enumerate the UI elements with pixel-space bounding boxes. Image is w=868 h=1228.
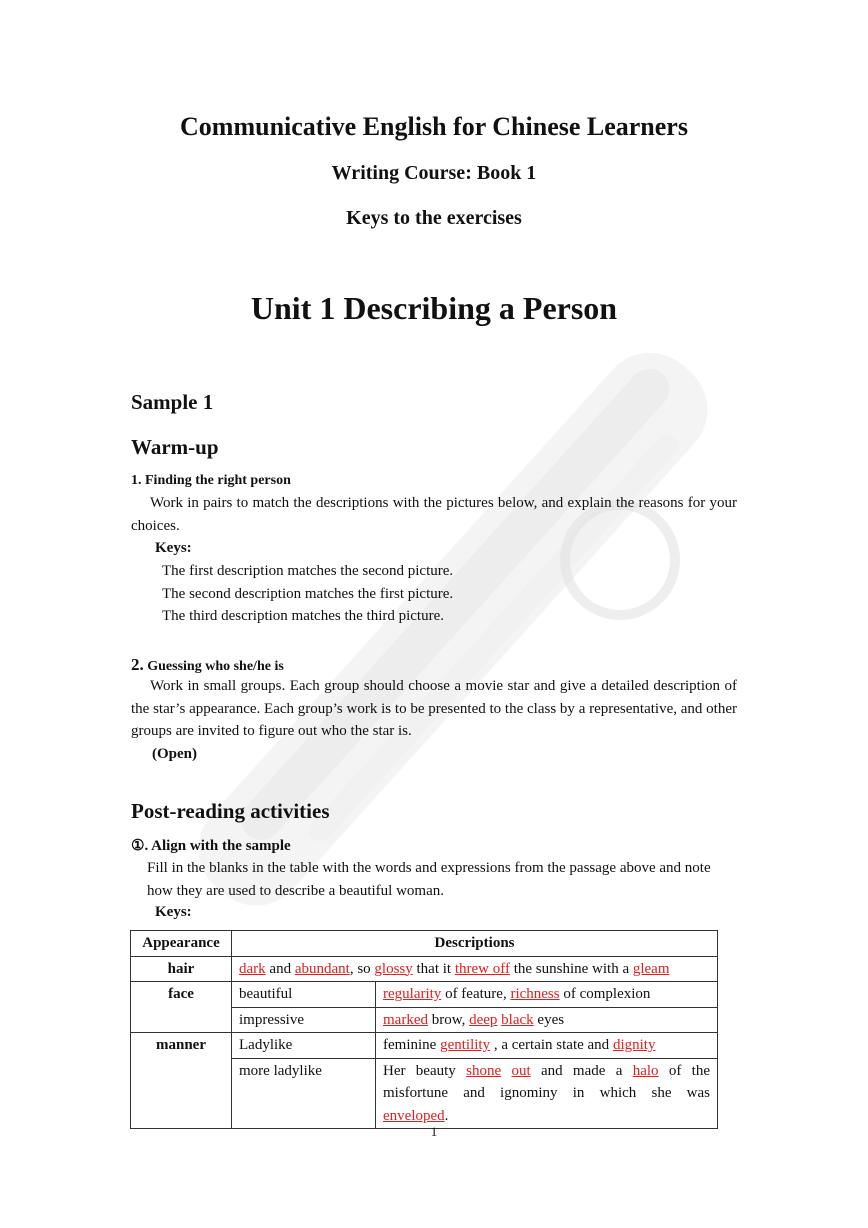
post-reading-heading: Post-reading activities (131, 799, 330, 823)
category-hair: hair (131, 956, 232, 982)
answer-word: dignity (612, 1037, 656, 1053)
exercise-2-title (131, 655, 284, 675)
description-text: of complexion (559, 986, 651, 1002)
course-subtitle: Writing Course: Book 1 (331, 162, 537, 184)
answer-word: black (501, 1011, 534, 1028)
answer-word: abundant (294, 960, 350, 977)
exercise-1-title: 1. Finding the right person (131, 473, 291, 488)
exercise-2-title-text: Guessing who she/he is (147, 659, 284, 674)
key-answer-1: The first description matches the second picture. (162, 563, 454, 579)
category-face: face (131, 982, 232, 1033)
description-text: of feature, (441, 986, 511, 1002)
keys-title: Keys to the exercises (346, 207, 522, 229)
category-manner: manner (131, 1033, 232, 1129)
answer-word: out (511, 1062, 531, 1079)
table-row-manner-1 (131, 1033, 718, 1059)
sub-category: Ladylike (232, 1033, 376, 1059)
header-descriptions: Descriptions (232, 931, 718, 957)
manner-description-1 (376, 1033, 718, 1059)
table-header-row (131, 931, 718, 957)
exercise-1-instruction-text: Work in pairs to match the descriptions with the pictures below, and explain the reasons for your choices. (131, 495, 737, 534)
table-row-hair (131, 956, 718, 982)
sub-category: beautiful (232, 982, 376, 1008)
description-text: Her beauty (383, 1062, 467, 1079)
exercise-1-instruction (131, 492, 737, 537)
description-text: and (265, 960, 295, 977)
sub-category: impressive (232, 1007, 376, 1033)
answer-word: threw off (454, 960, 510, 977)
description-text: that it (412, 960, 455, 977)
answer-word: glossy (374, 960, 413, 977)
page-number: 1 (430, 1124, 438, 1139)
exercise-1-keys-label: Keys: (155, 540, 192, 556)
post-exercise-1-title: ①. Align with the sample (131, 838, 291, 854)
description-text: brow, (427, 1011, 470, 1028)
hair-description (232, 956, 718, 982)
sample-heading: Sample 1 (131, 390, 214, 414)
key-answer-3: The third description matches the third picture. (162, 608, 444, 624)
post-exercise-1-instruction: Fill in the blanks in the table with the words and expressions from the passage above and note how they are used to describe a beautiful woman. (147, 860, 711, 899)
answer-word: richness (510, 986, 560, 1002)
answer-word: gentility (440, 1037, 491, 1053)
description-text: and made a (530, 1062, 633, 1079)
exercise-2-instruction (131, 675, 737, 743)
answer-word: marked (383, 1011, 428, 1028)
warmup-heading: Warm-up (131, 435, 219, 459)
description-text: feminine (383, 1037, 441, 1053)
description-text: eyes (533, 1011, 565, 1028)
description-text: , a certain state and (490, 1037, 613, 1053)
answer-word: gleam (632, 960, 670, 977)
exercise-2-open: (Open) (152, 746, 197, 762)
description-text: of the misfortune and ignominy in which she was (383, 1062, 711, 1101)
manner-description-2 (376, 1058, 718, 1129)
descriptions-table (130, 930, 718, 1129)
answer-word: shone (466, 1062, 502, 1079)
unit-title: Unit 1 Describing a Person (250, 290, 618, 326)
answer-word: regularity (383, 986, 442, 1002)
answer-word: enveloped (383, 1107, 445, 1124)
table-row-face-1 (131, 982, 718, 1008)
face-description-1 (376, 982, 718, 1008)
key-answer-2: The second description matches the first picture. (162, 586, 454, 602)
description-text: the sunshine with a (509, 960, 633, 977)
description-text: , so (349, 960, 375, 977)
exercise-2-number: 2. (131, 655, 144, 674)
post-exercise-1-keys-label: Keys: (155, 904, 192, 920)
document-title: Communicative English for Chinese Learners (180, 112, 688, 141)
answer-word: halo (632, 1062, 659, 1079)
face-description-2 (376, 1007, 718, 1033)
answer-word: deep (469, 1011, 498, 1028)
exercise-2-instruction-text: Work in small groups. Each group should choose a movie star and give a detailed description of the star’s appearance. Each group’s work is to be presented to the class by a representative, and other groups are invited to figure out who the star is. (131, 678, 737, 739)
answer-word: dark (239, 960, 266, 977)
sub-category: more ladylike (232, 1058, 376, 1129)
description-text (501, 1063, 511, 1079)
description-text: . (444, 1107, 449, 1124)
header-appearance: Appearance (131, 931, 232, 957)
